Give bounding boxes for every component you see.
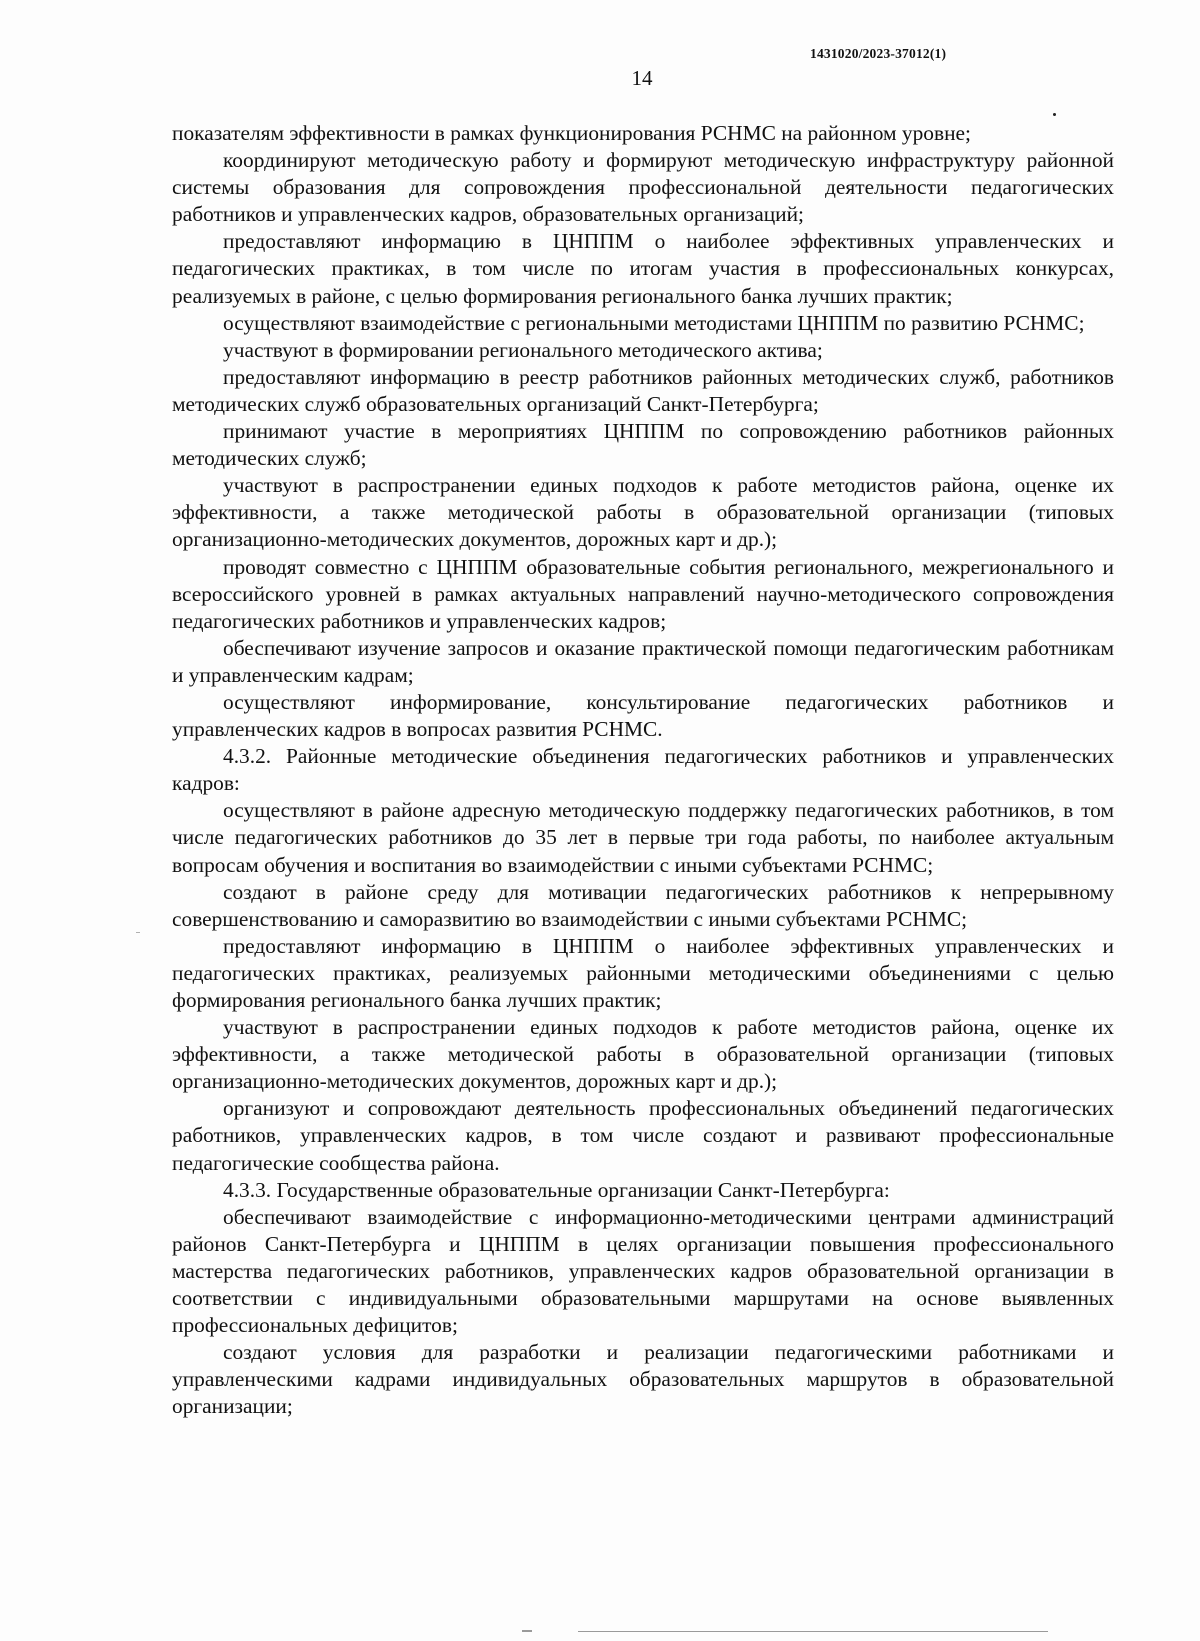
scan-bottom-line: [578, 1631, 1048, 1632]
paragraph: показателям эффективности в рамках функционирования РСНМС на районном уровне;: [172, 121, 971, 145]
paragraph: предоставляют информацию в ЦНППМ о наиболее эффективных управленческих и педагогических практиках, реализуемых районными методическими объединениями с целью формирования регионального банка лучших практик;: [172, 933, 1114, 1012]
paragraph: участвуют в формировании регионального методического актива;: [223, 337, 823, 362]
paragraph: координируют методическую работу и формируют методическую инфраструктуру районной системы образования для сопровождения профессиональной деятельности педагогических работников и управленческих кадров, образовательных организаций;: [172, 148, 1114, 227]
document-body: [172, 120, 1114, 1421]
section-heading-4-3-2: 4.3.2. Районные методические объединения педагогических работников и управленческих кадров:: [172, 744, 1114, 796]
paragraph: осуществляют взаимодействие с региональными методистами ЦНППМ по развитию РСНМС;: [223, 310, 1085, 335]
paragraph: участвуют в распространении единых подходов к работе методистов района, оценке их эффективности, а также методической работы в образовательной организации (типовых организационно-методических документов, дорожных карт и др.);: [172, 473, 1114, 552]
paragraph: организуют и сопровождают деятельность профессиональных объединений педагогических работников, управленческих кадров, в том числе создают и развивают профессиональные педагогические сообщества района.: [172, 1096, 1114, 1175]
page-number: 14: [631, 66, 653, 90]
paragraph: осуществляют информирование, консультирование педагогических работников и управленческих кадров в вопросах развития РСНМС.: [172, 689, 1114, 742]
scan-margin-mark: [136, 932, 140, 933]
scan-bottom-mark: [522, 1630, 532, 1632]
document-id: 1431020/2023-37012(1): [810, 46, 947, 61]
scan-dot-mark: [1053, 113, 1056, 116]
paragraph: предоставляют информацию в ЦНППМ о наиболее эффективных управленческих и педагогических практиках, в том числе по итогам участия в профессиональных конкурсах, реализуемых в районе, с целью формирования регионального банка лучших практик;: [172, 229, 1114, 308]
paragraph: проводят совместно с ЦНППМ образовательные события регионального, межрегионального и всероссийского уровней в рамках актуальных направлений научно-методического сопровождения педагогических работников и управленческих кадров;: [172, 554, 1114, 633]
paragraph: участвуют в распространении единых подходов к работе методистов района, оценке их эффективности, а также методической работы в образовательной организации (типовых организационно-методических документов, дорожных карт и др.);: [172, 1015, 1114, 1094]
paragraph: обеспечивают изучение запросов и оказание практической помощи педагогическим работникам и управленческим кадрам;: [172, 635, 1114, 687]
section-heading-4-3-3: 4.3.3. Государственные образовательные организации Санкт-Петербурга:: [223, 1177, 890, 1202]
paragraph: создают в районе среду для мотивации педагогических работников к непрерывному совершенствованию и саморазвитию во взаимодействии с иными субъектами РСНМС;: [172, 879, 1114, 931]
paragraph: принимают участие в мероприятиях ЦНППМ по сопровождению работников районных методических служб;: [172, 419, 1114, 471]
paragraph: создают условия для разработки и реализации педагогическими работниками и управленческими кадрами индивидуальных образовательных маршрутов в образовательной организации;: [172, 1340, 1114, 1419]
paragraph: осуществляют в районе адресную методическую поддержку педагогических работников, в том числе педагогических работников до 35 лет в первые три года работы, по наиболее актуальным вопросам обучения и воспитания во взаимодействии с иными субъектами РСНМС;: [172, 798, 1114, 877]
paragraph: обеспечивают взаимодействие с информационно-методическими центрами администраций районов Санкт-Петербурга и ЦНППМ в целях организации повышения профессионального мастерства педагогических работников, управленческих кадров образовательной организации в соответствии с индивидуальными образовательными маршрутами на основе выявленных профессиональных дефицитов;: [172, 1204, 1114, 1338]
paragraph: предоставляют информацию в реестр работников районных методических служб, работников методических служб образовательных организаций Санкт-Петербурга;: [172, 364, 1114, 416]
